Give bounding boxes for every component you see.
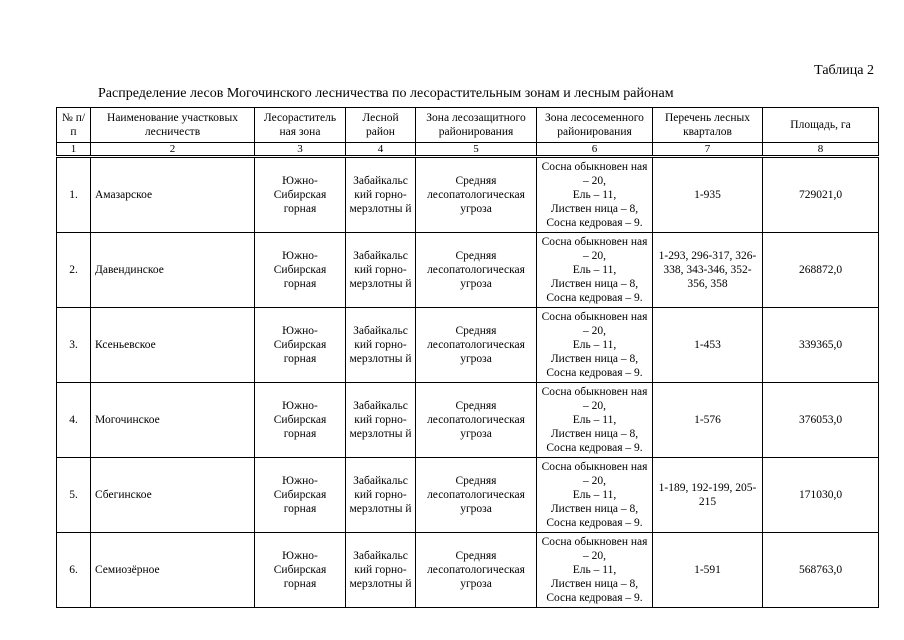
forestry-name: Семиозёрное (91, 533, 255, 608)
seed-zone (537, 458, 653, 533)
forest-district: Забайкальс кий горно-мерзлотны й (346, 233, 416, 308)
row-number: 6. (57, 533, 91, 608)
table-row (57, 233, 879, 308)
table-row (57, 458, 879, 533)
vegetation-zone: Южно-Сибирская горная (255, 233, 346, 308)
forest-district: Забайкальс кий горно-мерзлотны й (346, 157, 416, 233)
column-number: 2 (91, 143, 255, 157)
forestry-name: Давендинское (91, 233, 255, 308)
seed-zone-line: Сосна кедровая – 9. (546, 292, 643, 304)
column-number: 4 (346, 143, 416, 157)
column-number: 1 (57, 143, 91, 157)
area-value: 376053,0 (763, 383, 879, 458)
table-row (57, 383, 879, 458)
seed-zone-line: Сосна обыкновен ная – 20, (541, 161, 648, 187)
column-number: 8 (763, 143, 879, 157)
seed-zone-line: Ель – 11, (572, 414, 617, 426)
seed-zone-line: Листвен ница – 8, (550, 353, 639, 365)
vegetation-zone: Южно-Сибирская горная (255, 458, 346, 533)
header-cell: Зона лесосеменного районирования (537, 108, 653, 143)
seed-zone-line: Сосна обыкновен ная – 20, (541, 311, 648, 337)
header-cell: Площадь, га (763, 108, 879, 143)
seed-zone-line: Сосна кедровая – 9. (546, 217, 643, 229)
seed-zone-line: Листвен ница – 8, (550, 203, 639, 215)
column-number-row (57, 143, 879, 157)
column-number: 7 (653, 143, 763, 157)
row-number: 5. (57, 458, 91, 533)
forest-quarters: 1-453 (653, 308, 763, 383)
protection-zone: Средняя лесопатологическая угроза (416, 458, 537, 533)
table-row (57, 157, 879, 233)
forestry-name: Могочинское (91, 383, 255, 458)
area-value: 268872,0 (763, 233, 879, 308)
seed-zone-line: Ель – 11, (572, 489, 617, 501)
seed-zone-line: Ель – 11, (572, 189, 617, 201)
seed-zone-line: Сосна обыкновен ная – 20, (541, 536, 648, 562)
area-value: 171030,0 (763, 458, 879, 533)
table-label: Таблица 2 (814, 63, 874, 78)
row-number: 2. (57, 233, 91, 308)
forestry-name: Сбегинское (91, 458, 255, 533)
seed-zone-line: Сосна обыкновен ная – 20, (541, 461, 648, 487)
vegetation-zone: Южно-Сибирская горная (255, 533, 346, 608)
seed-zone-line: Ель – 11, (572, 564, 617, 576)
seed-zone (537, 533, 653, 608)
seed-zone-line: Листвен ница – 8, (550, 428, 639, 440)
vegetation-zone: Южно-Сибирская горная (255, 383, 346, 458)
area-value: 339365,0 (763, 308, 879, 383)
table-title: Распределение лесов Могочинского лесничества по лесорастительным зонам и лесным районам (98, 86, 674, 101)
protection-zone: Средняя лесопатологическая угроза (416, 157, 537, 233)
header-cell: Перечень лесных кварталов (653, 108, 763, 143)
seed-zone (537, 157, 653, 233)
vegetation-zone: Южно-Сибирская горная (255, 157, 346, 233)
header-cell: № п/п (57, 108, 91, 143)
forest-quarters: 1-591 (653, 533, 763, 608)
seed-zone-line: Ель – 11, (572, 264, 617, 276)
column-number: 3 (255, 143, 346, 157)
protection-zone: Средняя лесопатологическая угроза (416, 233, 537, 308)
protection-zone: Средняя лесопатологическая угроза (416, 383, 537, 458)
area-value: 568763,0 (763, 533, 879, 608)
seed-zone-line: Сосна обыкновен ная – 20, (541, 386, 648, 412)
seed-zone-line: Сосна кедровая – 9. (546, 517, 643, 529)
forest-district: Забайкальс кий горно-мерзлотны й (346, 533, 416, 608)
forest-quarters: 1-935 (653, 157, 763, 233)
column-number: 6 (537, 143, 653, 157)
seed-zone-line: Ель – 11, (572, 339, 617, 351)
protection-zone: Средняя лесопатологическая угроза (416, 308, 537, 383)
area-value: 729021,0 (763, 157, 879, 233)
header-cell: Лесной район (346, 108, 416, 143)
seed-zone (537, 233, 653, 308)
forest-district: Забайкальс кий горно-мерзлотны й (346, 458, 416, 533)
table-row (57, 308, 879, 383)
seed-zone-line: Листвен ница – 8, (550, 578, 639, 590)
header-cell: Наименование участковых лесничеств (91, 108, 255, 143)
seed-zone-line: Сосна кедровая – 9. (546, 592, 643, 604)
column-number: 5 (416, 143, 537, 157)
seed-zone (537, 308, 653, 383)
forest-quarters: 1-189, 192-199, 205-215 (653, 458, 763, 533)
row-number: 4. (57, 383, 91, 458)
seed-zone-line: Листвен ница – 8, (550, 503, 639, 515)
forest-district: Забайкальс кий горно-мерзлотны й (346, 308, 416, 383)
seed-zone-line: Сосна кедровая – 9. (546, 442, 643, 454)
table-row (57, 533, 879, 608)
forest-quarters: 1-293, 296-317, 326-338, 343-346, 352-356, 358 (653, 233, 763, 308)
forest-district: Забайкальс кий горно-мерзлотны й (346, 383, 416, 458)
forest-quarters: 1-576 (653, 383, 763, 458)
header-cell: Лесораститель ная зона (255, 108, 346, 143)
header-cell: Зона лесозащитного районирования (416, 108, 537, 143)
row-number: 3. (57, 308, 91, 383)
forest-distribution-table (56, 107, 879, 608)
seed-zone-line: Сосна кедровая – 9. (546, 367, 643, 379)
seed-zone-line: Сосна обыкновен ная – 20, (541, 236, 648, 262)
header-row (57, 108, 879, 143)
protection-zone: Средняя лесопатологическая угроза (416, 533, 537, 608)
forestry-name: Ксеньевское (91, 308, 255, 383)
forestry-name: Амазарское (91, 157, 255, 233)
seed-zone (537, 383, 653, 458)
row-number: 1. (57, 157, 91, 233)
vegetation-zone: Южно-Сибирская горная (255, 308, 346, 383)
seed-zone-line: Листвен ница – 8, (550, 278, 639, 290)
